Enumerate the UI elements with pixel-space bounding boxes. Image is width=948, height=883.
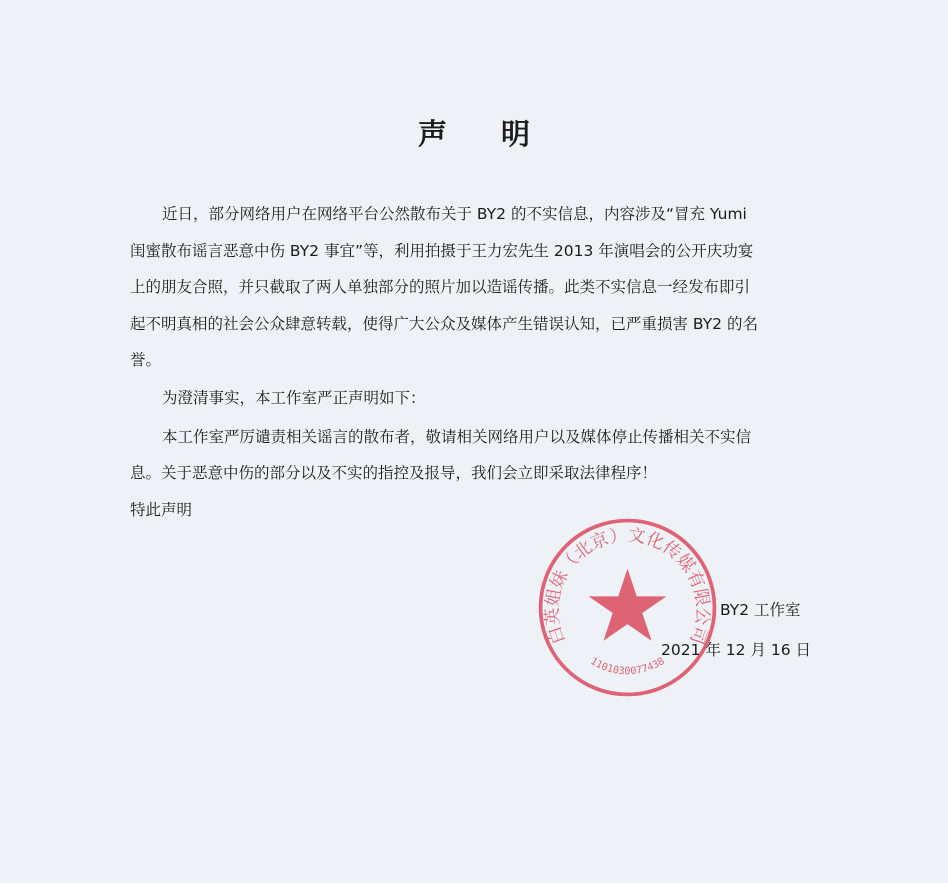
date: 2021 年 12 月 16 日 xyxy=(661,641,812,659)
paragraph1-line: 起不明真相的社会公众肆意转载，使得广大公众及媒体产生错误认知，已严重损害 BY2 的名 xyxy=(130,315,758,333)
paragraph1-line: 上的朋友合照，并只截取了两人单独部分的照片加以造谣传播。此类不实信息一经发布即引 xyxy=(130,278,751,296)
seal-company-text: 白英姐妹（北京）文化传媒有限公司 xyxy=(542,525,713,647)
document-title: 声 明 xyxy=(417,117,553,151)
closing: 特此声明 xyxy=(130,501,193,519)
company-seal xyxy=(535,515,720,700)
signature: BY2 工作室 xyxy=(720,601,801,619)
paragraph1-line: 誉。 xyxy=(130,351,162,369)
paragraph3-line: 息。关于恶意中伤的部分以及不实的指控及报导，我们会立即采取法律程序！ xyxy=(130,464,658,482)
seal-number-text: 1101030077438 xyxy=(588,655,667,678)
svg-text:1101030077438 xyxy=(588,656,666,677)
paragraph3-line: 本工作室严厉谴责相关谣言的散布者，敬请相关网络用户以及媒体停止传播相关不实信 xyxy=(162,428,752,446)
paragraph1-line: 近日，部分网络用户在网络平台公然散布关于 BY2 的不实信息，内容涉及“冒充 Yumi xyxy=(162,205,747,223)
paragraph2: 为澄清事实，本工作室严正声明如下： xyxy=(162,389,426,407)
paragraph1-line: 闺蜜散布谣言恶意中伤 BY2 事宜”等，利用拍摄于王力宏先生 2013 年演唱会的公开庆功宴 xyxy=(130,242,754,260)
star-icon xyxy=(589,569,667,641)
